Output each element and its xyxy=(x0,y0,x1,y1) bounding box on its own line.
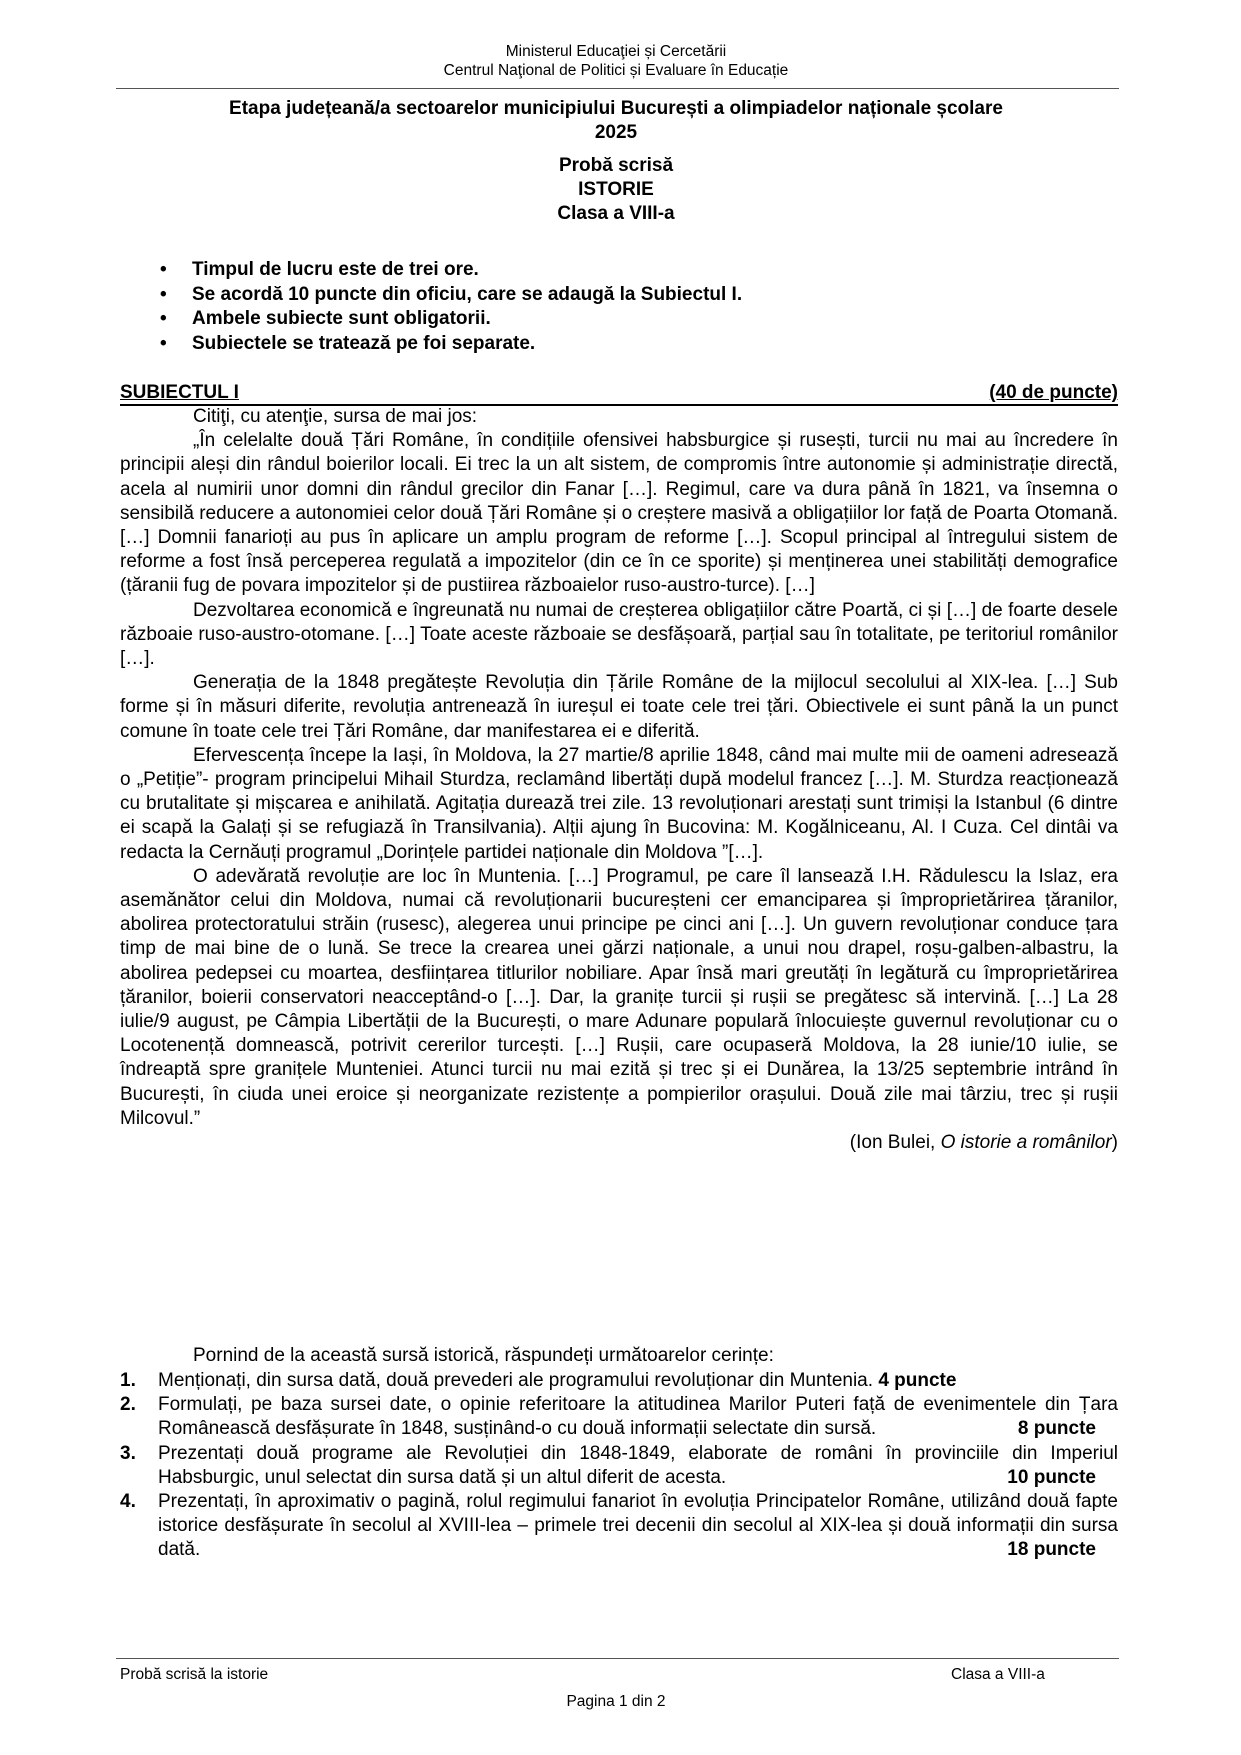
competition-year: 2025 xyxy=(594,122,638,143)
question-text: Prezentați, în aproximativ o pagină, rolul regimului fanariot în evoluția Principatelor Române, utilizând două fapte istorice desfășurate în secolul al XVIII-lea – primele trei decenii din secolul al XIX-lea și două informații din sursa dată. xyxy=(158,1491,1118,1561)
footer-left: Probă scrisă la istorie xyxy=(120,1666,269,1683)
header-divider xyxy=(116,88,1119,89)
source-paragraph: Dezvoltarea economică e îngreunată nu numai de creșterea obligațiilor către Poartă, ci și […] de foarte desele războaie ruso-austro-otomane. […] Toate aceste războaie se desfășoară, parțial sau în totalitate, pe teritoriul românilor […]. xyxy=(120,599,1118,670)
citation-close: ) xyxy=(1111,1132,1118,1154)
instruction-item: • Se acordă 10 puncte din oficiu, care se adaugă la Subiectul I. xyxy=(160,283,742,308)
question-item xyxy=(120,1369,1118,1393)
subject-points: (40 de puncte) xyxy=(989,382,1118,403)
page-number: Pagina 1 din 2 xyxy=(566,1693,666,1710)
source-text xyxy=(120,405,1118,1155)
questions-list xyxy=(120,1369,1118,1563)
source-paragraph: Generația de la 1848 pregătește Revoluția din Țările Române de la mijlocul secolului al XIX-lea. […] Sub forme și în măsuri diferite, revoluția antrenează în iureșul ei toate cele trei țări. Obiectivele ei sunt până la un punct comune în toate cele trei Țări Române, dar manifestarea ei e diferită. xyxy=(120,672,1118,742)
subject-label: SUBIECTUL I xyxy=(120,382,239,403)
source-paragraph: Efervescența începe la Iași, în Moldova, la 27 martie/8 aprilie 1848, când mai multe mii de oameni adresează o „Petiție”- program principelui Mihail Sturdza, reclamând libertăți după modelul francez […]. M. Sturdza reacționează cu brutalitate și mișcarea e anihilată. Agitația durează trei zile. 13 revoluționari arestați sunt trimiși la Istanbul (6 dintre ei scapă la Galați și se refugiază în Transilvania). Alții ajung în Bucovina: M. Kogălniceanu, Al. I Cuza. Cel dintâi va redacta la Cernăuți programul „Dorințele partidei naționale din Moldova ”[…]. xyxy=(120,744,1118,863)
question-item xyxy=(120,1490,1118,1563)
question-item xyxy=(120,1442,1118,1490)
subject-name: ISTORIE xyxy=(578,179,654,200)
source-paragraph: „În celelalte două Țări Române, în condițiile ofensivei habsburgice și rusești, turcii nu mai au încredere în principii aleși din rândul boierilor locali. Ei trec la un alt sistem, de compromis între autonomie și administrație directă, acela al numirii unor domni din rândul grecilor din Fanar […]. Regimul, care va dura până în 1821, va însemna o sensibilă reducere a autonomiei celor două Țări Române și o creștere masivă a obligațiilor lor față de Poarta Otomană. […] Domnii fanarioți au pus în aplicare un amplu program de reforme […]. Scopul principal al întregului sistem de reforme a fost însă perceperea regulată a impozitelor (din ce în ce sporite) și menținerea unei stabilități demografice (țăranii fug de povara impozitelor și de pustiirea războaielor ruso-austro-turce). […] xyxy=(120,430,1119,597)
subject-heading xyxy=(120,382,1118,406)
center-name: Centrul Naţional de Politici și Evaluare în Educație xyxy=(443,62,789,79)
question-item xyxy=(120,1393,1118,1441)
competition-title: Etapa județeană/a sectoarelor municipiului București a olimpiadelor naționale școlare xyxy=(229,98,1003,119)
citation-title: O istorie a românilor xyxy=(940,1132,1112,1154)
instruction-item: • Timpul de lucru este de trei ore. xyxy=(160,258,742,283)
instruction-item: • Subiectele se tratează pe foi separate. xyxy=(160,332,742,357)
question-text: Formulați, pe baza sursei date, o opinie referitoare la atitudinea Marilor Puteri față de evenimentele din Țara Românească desfășurate în 1848, susținând-o cu două informații selectate din sursă. xyxy=(158,1394,1118,1440)
question-number: 4. xyxy=(120,1491,136,1513)
question-text: Menționați, din sursa dată, două prevederi ale programului revoluționar din Muntenia. xyxy=(158,1370,874,1391)
question-number: 2. xyxy=(120,1394,136,1416)
source-citation xyxy=(120,1131,1118,1155)
question-number: 3. xyxy=(120,1442,136,1464)
question-text: Prezentați două programe ale Revoluției din 1848-1849, elaborate de români în provinciile din Imperiul Habsburgic, unul selectat din sursa dată și un altul diferit de acesta. xyxy=(158,1442,1118,1488)
instruction-item: • Ambele subiecte sunt obligatorii. xyxy=(160,307,742,332)
questions-intro: Pornind de la această sursă istorică, răspundeți următoarelor cerințe: xyxy=(193,1345,774,1366)
question-points: 18 puncte xyxy=(1007,1539,1096,1561)
footer-right: Clasa a VIII-a xyxy=(951,1666,1045,1683)
ministry-name: Ministerul Educaţiei și Cercetării xyxy=(505,43,727,60)
source-intro: Citiţi, cu atenţie, sursa de mai jos: xyxy=(193,406,478,427)
grade-level: Clasa a VIII-a xyxy=(557,203,675,224)
source-paragraph: O adevărată revoluție are loc în Muntenia. […] Programul, pe care îl lansează I.H. Rădulescu la Islaz, era asemănător celui din Moldova, numai că revoluționarii bucureșteni cer emanciparea și împroprietărirea țăranilor, abolirea protectoratului străin (rusesc), alegerea unui principe pe cinci ani […]. Un guvern revoluționar conduce țara timp de mai bine de o lună. Se trece la crearea unei gărzi naționale, a unui nou drapel, roșu-galben-albastru, la abolirea pedepsei cu moartea, desființarea titlurilor nobiliare. Apar însă mari greutăți în legătură cu împroprietărirea țăranilor, boierii conservatori neacceptând-o […]. Dar, la granițe turcii și rușii se pregătesc să intervină. […] La 28 iulie/9 august, pe Câmpia Libertății de la București, o mare Adunare populară înlocuiește guvernul revoluționar cu o Locotenență domnească, potrivit cererilor turcești. […] Rușii, care ocupaseră Moldova, la 28 iunie/10 iulie, se îndreaptă spre granițele Munteniei. Atunci turcii nu mai ezită și trec și ei Dunărea, la 13/25 septembrie intrând în București, în ciuda unei eroice și neorganizate rezistențe a pompierilor orașului. Două zile mai târziu, trec și rușii Milcovul.” xyxy=(120,865,1118,1129)
question-points: 8 puncte xyxy=(1017,1418,1096,1440)
instructions-list xyxy=(160,258,742,356)
footer-divider xyxy=(116,1658,1119,1659)
test-type: Probă scrisă xyxy=(558,155,674,176)
question-number: 1. xyxy=(120,1370,136,1391)
question-points: 4 puncte xyxy=(878,1370,957,1391)
question-points: 10 puncte xyxy=(1007,1466,1096,1488)
citation-author: (Ion Bulei, xyxy=(849,1132,941,1154)
